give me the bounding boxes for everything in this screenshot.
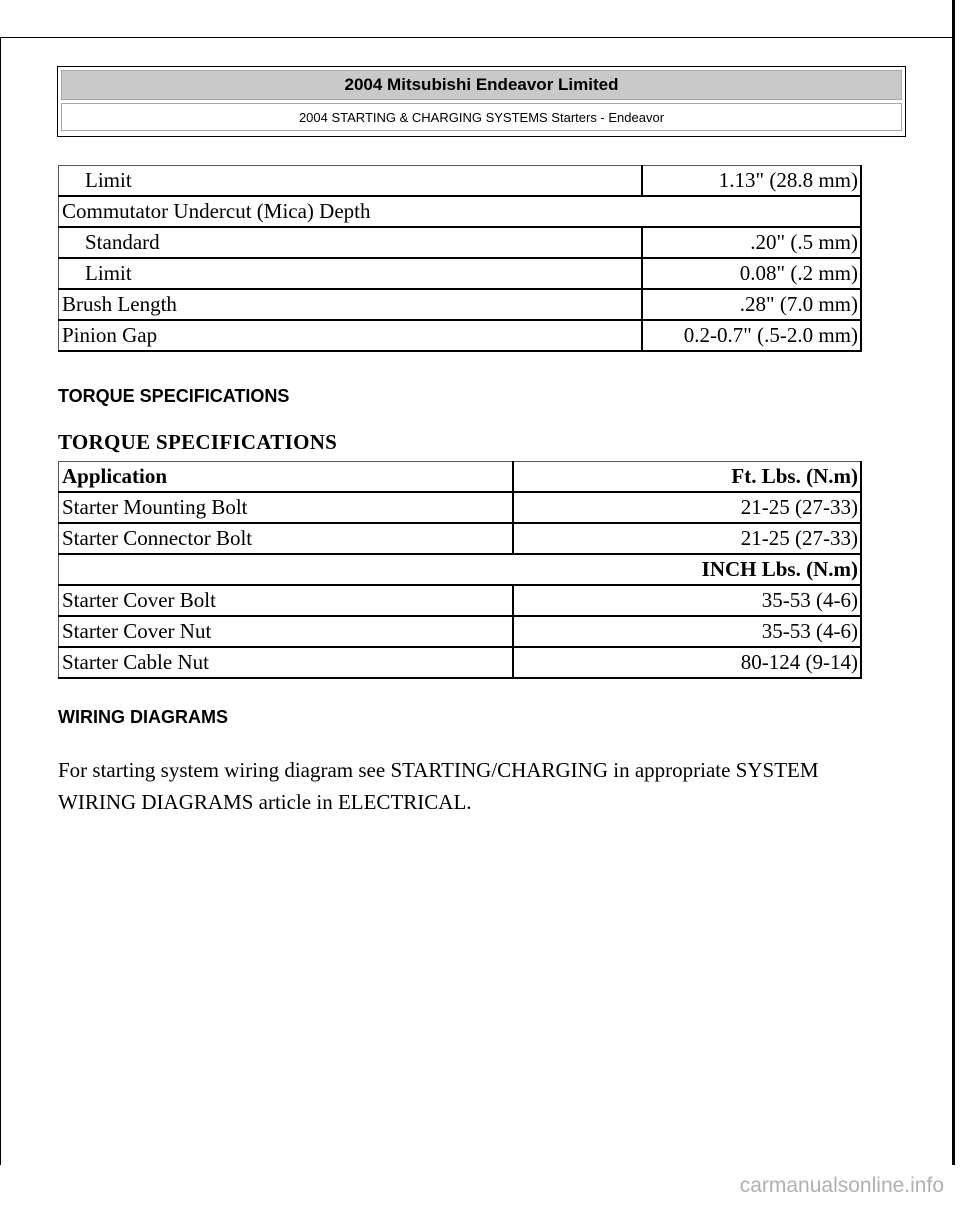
table-row	[59, 492, 862, 523]
torque-value: 80-124 (9-14)	[513, 647, 861, 678]
document-subtitle: 2004 STARTING & CHARGING SYSTEMS Starters - Endeavor	[61, 103, 902, 131]
watermark: carmanualsonline.info	[739, 1174, 944, 1197]
torque-label: Starter Cover Bolt	[59, 585, 514, 616]
document-header	[57, 66, 906, 137]
torque-label: Starter Connector Bolt	[59, 523, 514, 554]
torque-section-heading: TORQUE SPECIFICATIONS	[58, 386, 290, 406]
torque-value: 35-53 (4-6)	[513, 616, 861, 647]
table-row	[59, 289, 862, 320]
wiring-section-heading: WIRING DIAGRAMS	[58, 707, 228, 727]
page-frame-left	[0, 37, 1, 1165]
torque-label: Starter Cover Nut	[59, 616, 514, 647]
spec-value: 0.2-0.7" (.5-2.0 mm)	[642, 320, 861, 351]
torque-value: 21-25 (27-33)	[513, 492, 861, 523]
table-row	[59, 227, 862, 258]
torque-label: Starter Cable Nut	[59, 647, 514, 678]
column-header-ft-lbs: Ft. Lbs. (N.m)	[513, 462, 861, 493]
document-title: 2004 Mitsubishi Endeavor Limited	[61, 70, 902, 100]
page-frame-right	[952, 0, 955, 1165]
starter-spec-table	[58, 165, 862, 352]
wiring-body-text: For starting system wiring diagram see STARTING/CHARGING in appropriate SYSTEM WIRING DIAGRAMS article in ELECTRICAL.	[58, 758, 819, 814]
table-header-row	[59, 462, 862, 493]
torque-value: 21-25 (27-33)	[513, 523, 861, 554]
table-row	[59, 258, 862, 289]
torque-table-caption: TORQUE SPECIFICATIONS	[58, 430, 338, 454]
table-row	[59, 585, 862, 616]
spec-value: 0.08" (.2 mm)	[642, 258, 861, 289]
spec-label: Pinion Gap	[59, 320, 643, 351]
spec-value: .28" (7.0 mm)	[642, 289, 861, 320]
table-row	[59, 647, 862, 678]
spec-value: 1.13" (28.8 mm)	[642, 166, 861, 197]
spec-group-label: Commutator Undercut (Mica) Depth	[59, 196, 862, 227]
spec-label: Limit	[59, 258, 643, 289]
spec-label: Limit	[59, 166, 643, 197]
torque-value: 35-53 (4-6)	[513, 585, 861, 616]
table-subheader-row	[59, 554, 862, 585]
torque-spec-table	[58, 461, 862, 679]
spec-label: Standard	[59, 227, 643, 258]
table-row	[59, 523, 862, 554]
spec-value: .20" (.5 mm)	[642, 227, 861, 258]
column-header-application: Application	[59, 462, 514, 493]
table-row	[59, 166, 862, 197]
table-row	[59, 616, 862, 647]
spec-label: Brush Length	[59, 289, 643, 320]
page-frame-top	[0, 37, 954, 38]
column-header-inch-lbs: INCH Lbs. (N.m)	[59, 554, 862, 585]
torque-label: Starter Mounting Bolt	[59, 492, 514, 523]
table-row	[59, 196, 862, 227]
table-row	[59, 320, 862, 351]
